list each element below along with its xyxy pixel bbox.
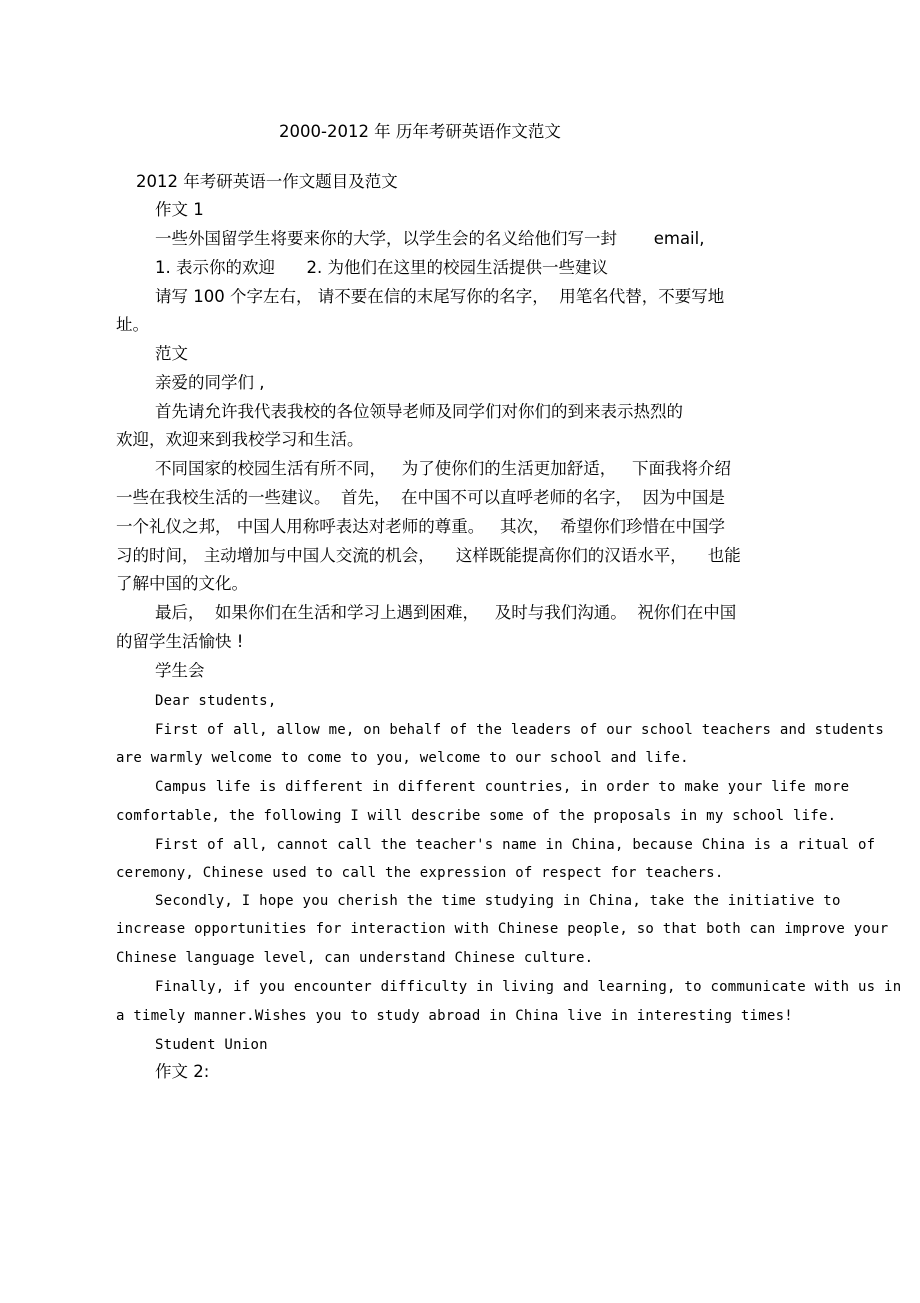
en-paragraph-4-line-2: increase opportunities for interaction with Chinese people, so that both can improve your: [116, 921, 889, 937]
model-essay-label: 范文: [155, 344, 188, 363]
prompt-line-2: 1. 表示你的欢迎 2. 为他们在这里的校园生活提供一些建议: [155, 258, 608, 277]
en-paragraph-5-line-1: Finally, if you encounter difficulty in living and learning, to communicate with us in: [155, 979, 902, 995]
en-signature: Student Union: [155, 1037, 268, 1053]
en-paragraph-1-line-2: are warmly welcome to come to you, welcome to our school and life.: [116, 750, 689, 766]
en-paragraph-3-line-1: First of all, cannot call the teacher's name in China, because China is a ritual of: [155, 837, 876, 853]
document-title: 2000-2012 年 历年考研英语作文范文: [279, 122, 561, 141]
cn-signature: 学生会: [155, 661, 205, 680]
cn-paragraph-2-line-1: 不同国家的校园生活有所不同， 为了使你们的生活更加舒适， 下面我将介绍: [155, 459, 731, 478]
en-paragraph-4-line-1: Secondly, I hope you cherish the time studying in China, take the initiative to: [155, 893, 841, 909]
essay-2-label: 作文 2:: [155, 1062, 210, 1081]
en-paragraph-5-line-2: a timely manner.Wishes you to study abroad in China live in interesting times!: [116, 1008, 793, 1024]
en-paragraph-3-line-2: ceremony, Chinese used to call the expression of respect for teachers.: [116, 865, 724, 881]
en-paragraph-2-line-2: comfortable, the following I will describe some of the proposals in my school life.: [116, 808, 837, 824]
cn-paragraph-3-line-1: 最后， 如果你们在生活和学习上遇到困难， 及时与我们沟通。 祝你们在中国: [155, 603, 737, 622]
essay-1-label: 作文 1: [155, 200, 204, 219]
cn-paragraph-2-line-5: 了解中国的文化。: [116, 574, 248, 593]
cn-paragraph-2-line-4: 习的时间， 主动增加与中国人交流的机会， 这样既能提高你们的汉语水平， 也能: [116, 546, 741, 565]
cn-salutation: 亲爱的同学们 ,: [155, 373, 265, 392]
cn-paragraph-2-line-2: 一些在我校生活的一些建议。 首先， 在中国不可以直呼老师的名字， 因为中国是: [116, 488, 725, 507]
cn-paragraph-1-line-2: 欢迎，欢迎来到我校学习和生活。: [116, 430, 364, 449]
section-heading: 2012 年考研英语一作文题目及范文: [136, 172, 398, 191]
prompt-line-3: 请写 100 个字左右， 请不要在信的末尾写你的名字， 用笔名代替，不要写地: [155, 287, 725, 306]
en-salutation: Dear students,: [155, 693, 277, 709]
en-paragraph-4-line-3: Chinese language level, can understand Chinese culture.: [116, 950, 594, 966]
prompt-line-4: 址。: [116, 315, 149, 334]
prompt-line-1: 一些外国留学生将要来你的大学，以学生会的名义给他们写一封 email,: [155, 229, 705, 248]
cn-paragraph-1-line-1: 首先请允许我代表我校的各位领导老师及同学们对你们的到来表示热烈的: [155, 402, 683, 421]
cn-paragraph-3-line-2: 的留学生活愉快 !: [116, 632, 244, 651]
cn-paragraph-2-line-3: 一个礼仪之邦， 中国人用称呼表达对老师的尊重。 其次， 希望你们珍惜在中国学: [116, 517, 725, 536]
en-paragraph-1-line-1: First of all, allow me, on behalf of the leaders of our school teachers and students: [155, 722, 885, 738]
en-paragraph-2-line-1: Campus life is different in different countries, in order to make your life more: [155, 779, 850, 795]
